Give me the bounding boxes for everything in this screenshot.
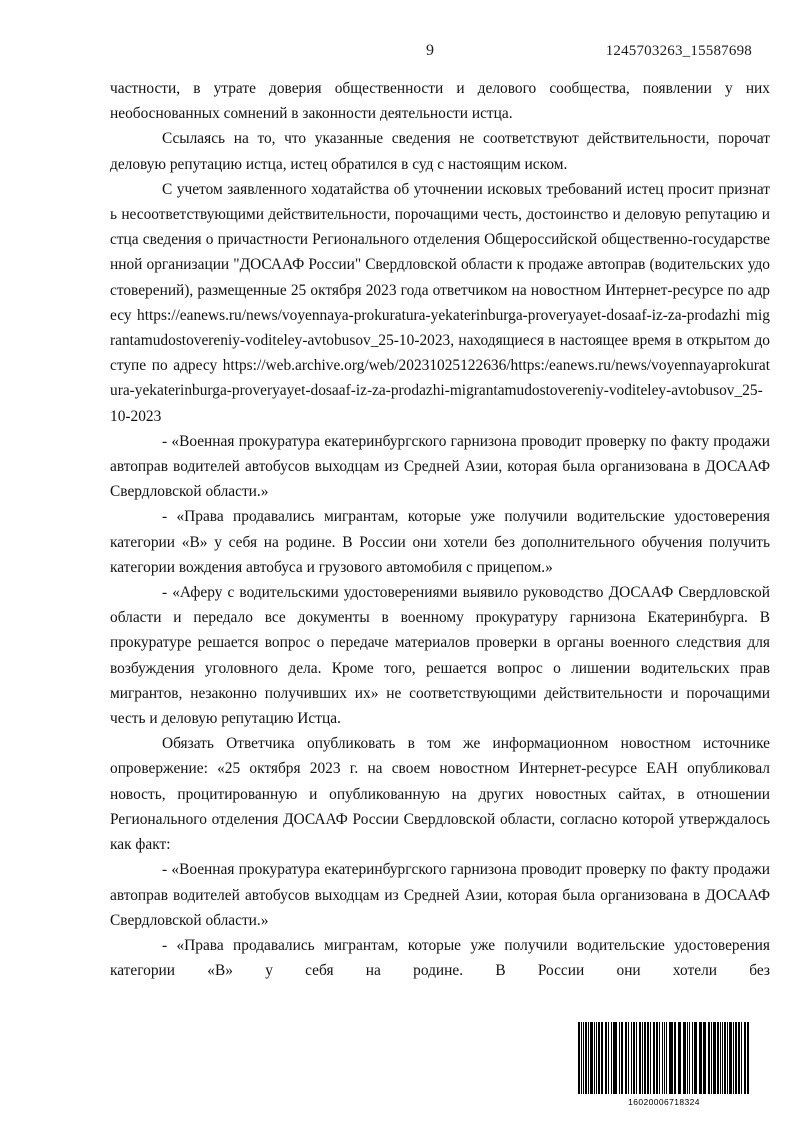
- paragraph: - «Военная прокуратура екатеринбургского гарнизона проводит проверку по факту продажи автоправ водителей автобусов выходцам из Средней Азии, которая была организована в ДОСААФ Свердловской области.»: [110, 861, 770, 929]
- paragraph: - «Военная прокуратура екатеринбургского гарнизона проводит проверку по факту продажи автоправ водителей автобусов выходцам из Средней Азии, которая была организована в ДОСААФ Свердловской области.»: [110, 432, 770, 501]
- paragraph: Ссылаясь на то, что указанные сведения не соответствуют действительности, порочат деловую репутацию истца, истец обратился в суд с настоящим иском.: [110, 130, 770, 173]
- document-code: 1245703263_15587698: [605, 43, 752, 59]
- page-number: 9: [426, 42, 434, 59]
- paragraph: - «Права продавались мигрантам, которые уже получили водительские удостоверения категории «В» у себя на родине. В России они хотели без дополнительного обучения получить категории вождения автобуса и грузового автомобиля с прицепом.»: [110, 508, 770, 576]
- paragraph: С учетом заявленного ходатайства об уточнении исковых требований истец просит признать несоответствующими действительности, порочащими честь, достоинство и деловую репутацию истца сведения о причастности Регионального отделения Общероссийской общественно-государственной организации "ДОСААФ России" Свердловской области к продаже автоправ (водительских удостоверений), размещенные 25 октября 2023 года ответчиком на новостном Интернет-ресурсе по адресу https://eanews.ru/news/voyennaya-prokuratura-yekaterinburga-proveryayet-dosaaf-iz-za-prodazhi migrantamudostovereniy-voditeley-avtobusov_25-10-2023, находящиеся в настоящее время в открытом доступе по адресу https://web.archive.org/web/20231025122636/https:/eanews.ru/news/voyennayaprokuratura-yekaterinburga-proveryayet-dosaaf-iz-za-prodazhi-migrantamudostovereniy-voditeley-avtobusov_25-10-2023: [110, 180, 770, 425]
- barcode-image: [578, 1022, 750, 1094]
- paragraph: частности, в утрате доверия общественности и делового сообщества, появлении у них необоснованных сомнений в законности деятельности истца.: [110, 80, 770, 123]
- document-body: [110, 76, 770, 983]
- barcode-number: 16020006718324: [628, 1097, 700, 1107]
- barcode-bar: [749, 1022, 750, 1094]
- paragraph: - «Права продавались мигрантам, которые уже получили водительские удостоверения категории «В» у себя на родине. В России они хотели без: [110, 936, 770, 980]
- page-header: [0, 42, 800, 64]
- paragraph: - «Аферу с водительскими удостоверениями выявило руководство ДОСААФ Свердловской области и передало все документы в военному прокуратуру гарнизона Екатеринбурга. В прокуратуре решается вопрос о передаче материалов проверки в органы военного следствия для возбуждения уголовного дела. Кроме того, решается вопрос о лишении водительских прав мигрантов, незаконно получивших их» не соответствующими действительности и порочащими честь и деловую репутацию Истца.: [110, 584, 770, 728]
- paragraph: Обязать Ответчика опубликовать в том же информационном новостном источнике опровержение: «25 октября 2023 г. на своем новостном Интернет-ресурсе ЕАН опубликовал новость, процитированную и опубликованную на других новостных сайтах, в отношении Регионального отделения ДОСААФ России Свердловской области, согласно которой утверждалось как факт:: [110, 735, 770, 854]
